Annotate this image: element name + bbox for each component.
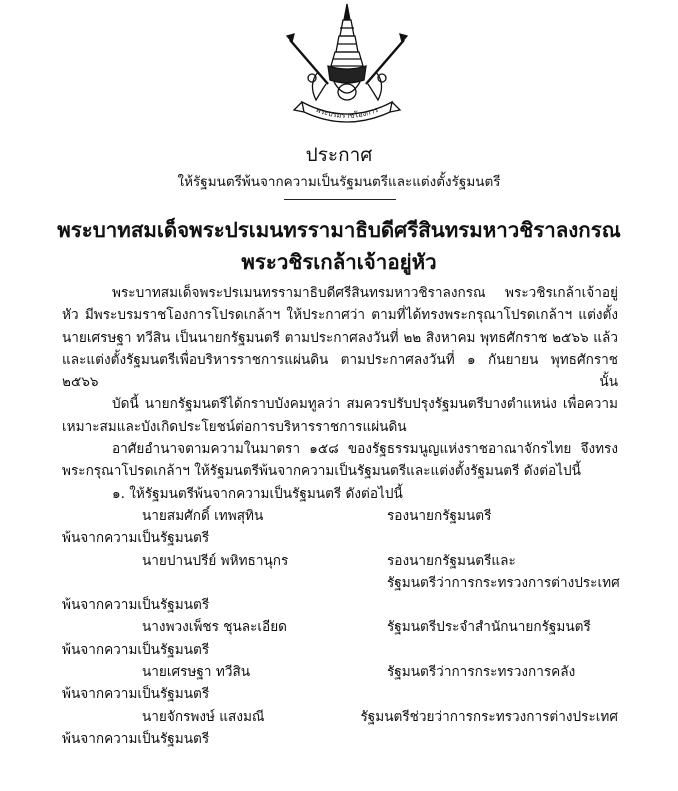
- list-heading: ๑. ให้รัฐมนตรีพ้นจากความเป็นรัฐมนตรี ดังต่อไปนี้: [112, 485, 403, 502]
- king-name-line1: พระบาทสมเด็จพระปรเมนทรรามาธิบดีศรีสินทรมหาวชิราลงกรณ: [57, 218, 621, 242]
- removed-label: พ้นจากความเป็นรัฐมนตรี: [62, 530, 210, 547]
- paragraph-3: อาศัยอำนาจตามความในมาตรา ๑๕๘ ของรัฐธรรมนูญแห่งราชอาณาจักรไทย จึงทรงพระกรุณาโปรดเกล้าฯ ให้รัฐมนตรีพ้นจากความเป็นรัฐมนตรีและแต่งตั้งรัฐมนตรี ดังต่อไปนี้: [62, 441, 618, 480]
- paragraph-2: บัดนี้ นายกรัฐมนตรีได้กราบบังคมทูลว่า สมควรปรับปรุงรัฐมนตรีบางตำแหน่ง เพื่อความเหมาะสมและบังเกิดประโยชน์ต่อการบริหารราชการแผ่นดิน: [62, 396, 618, 435]
- removed-label: พ้นจากความเป็นรัฐมนตรี: [62, 597, 210, 614]
- minister-entry: [62, 616, 618, 661]
- page-title: ประกาศ: [305, 144, 373, 166]
- minister-position: รองนายกรัฐมนตรี: [387, 507, 492, 524]
- minister-position: รัฐมนตรีว่าการกระทรวงการคลัง: [387, 664, 576, 681]
- minister-position-line2: รัฐมนตรีว่าการกระทรวงการต่างประเทศ: [387, 574, 620, 591]
- announcement-body: [62, 282, 618, 750]
- removed-label: พ้นจากความเป็นรัฐมนตรี: [62, 686, 210, 703]
- minister-position: รัฐมนตรีประจำสำนักนายกรัฐมนตรี: [387, 619, 591, 636]
- title-divider: [284, 199, 396, 200]
- emblem-ribbon-text: พระบรมราชโองการ: [314, 104, 380, 121]
- minister-entry: [62, 505, 618, 550]
- minister-position: รัฐมนตรีช่วยว่าการกระทรวงการต่างประเทศ: [360, 708, 618, 725]
- minister-entry: [62, 550, 618, 617]
- minister-entry: [62, 706, 618, 751]
- removed-label: พ้นจากความเป็นรัฐมนตรี: [62, 641, 210, 658]
- minister-name: นางพวงเพ็ชร ชุนละเอียด: [142, 619, 288, 636]
- royal-crown-icon: [282, 0, 412, 128]
- paragraph-1: พระบาทสมเด็จพระปรเมนทรรามาธิบดีศรีสินทรมหาวชิราลงกรณ พระวชิรเกล้าเจ้าอยู่หัว มีพระบรมราชโองการโปรดเกล้าฯ ให้ประกาศว่า ตามที่ได้ทรงพระกรุณาโปรดเกล้าฯ แต่งตั้งนายเศรษฐา ทวีสิน เป็นนายกรัฐมนตรี ตามประกาศลงวันที่ ๒๒ สิงหาคม พุทธศักราช ๒๕๖๖ แล้ว และแต่งตั้งรัฐมนตรีเพื่อบริหารราชการแผ่นดิน ตามประกาศลงวันที่ ๑ กันยายน พุทธศักราช ๒๕๖๖ นั้น: [62, 285, 618, 391]
- minister-name: นายปานปรีย์ พหิทธานุกร: [142, 552, 289, 569]
- minister-entry: [62, 661, 618, 706]
- royal-emblem: [282, 0, 412, 128]
- removed-label: พ้นจากความเป็นรัฐมนตรี: [62, 730, 210, 747]
- page-subtitle: ให้รัฐมนตรีพ้นจากความเป็นรัฐมนตรีและแต่งตั้งรัฐมนตรี: [177, 174, 501, 190]
- minister-name: นายเศรษฐา ทวีสิน: [142, 664, 251, 681]
- minister-position: รองนายกรัฐมนตรีและ: [387, 552, 516, 569]
- svg-text:พระบรมราชโองการ: [315, 105, 380, 120]
- king-name-line2: พระวชิรเกล้าเจ้าอยู่หัว: [241, 250, 437, 274]
- minister-name: นายจักรพงษ์ แสงมณี: [142, 708, 265, 725]
- minister-name: นายสมศักดิ์ เทพสุทิน: [142, 507, 264, 524]
